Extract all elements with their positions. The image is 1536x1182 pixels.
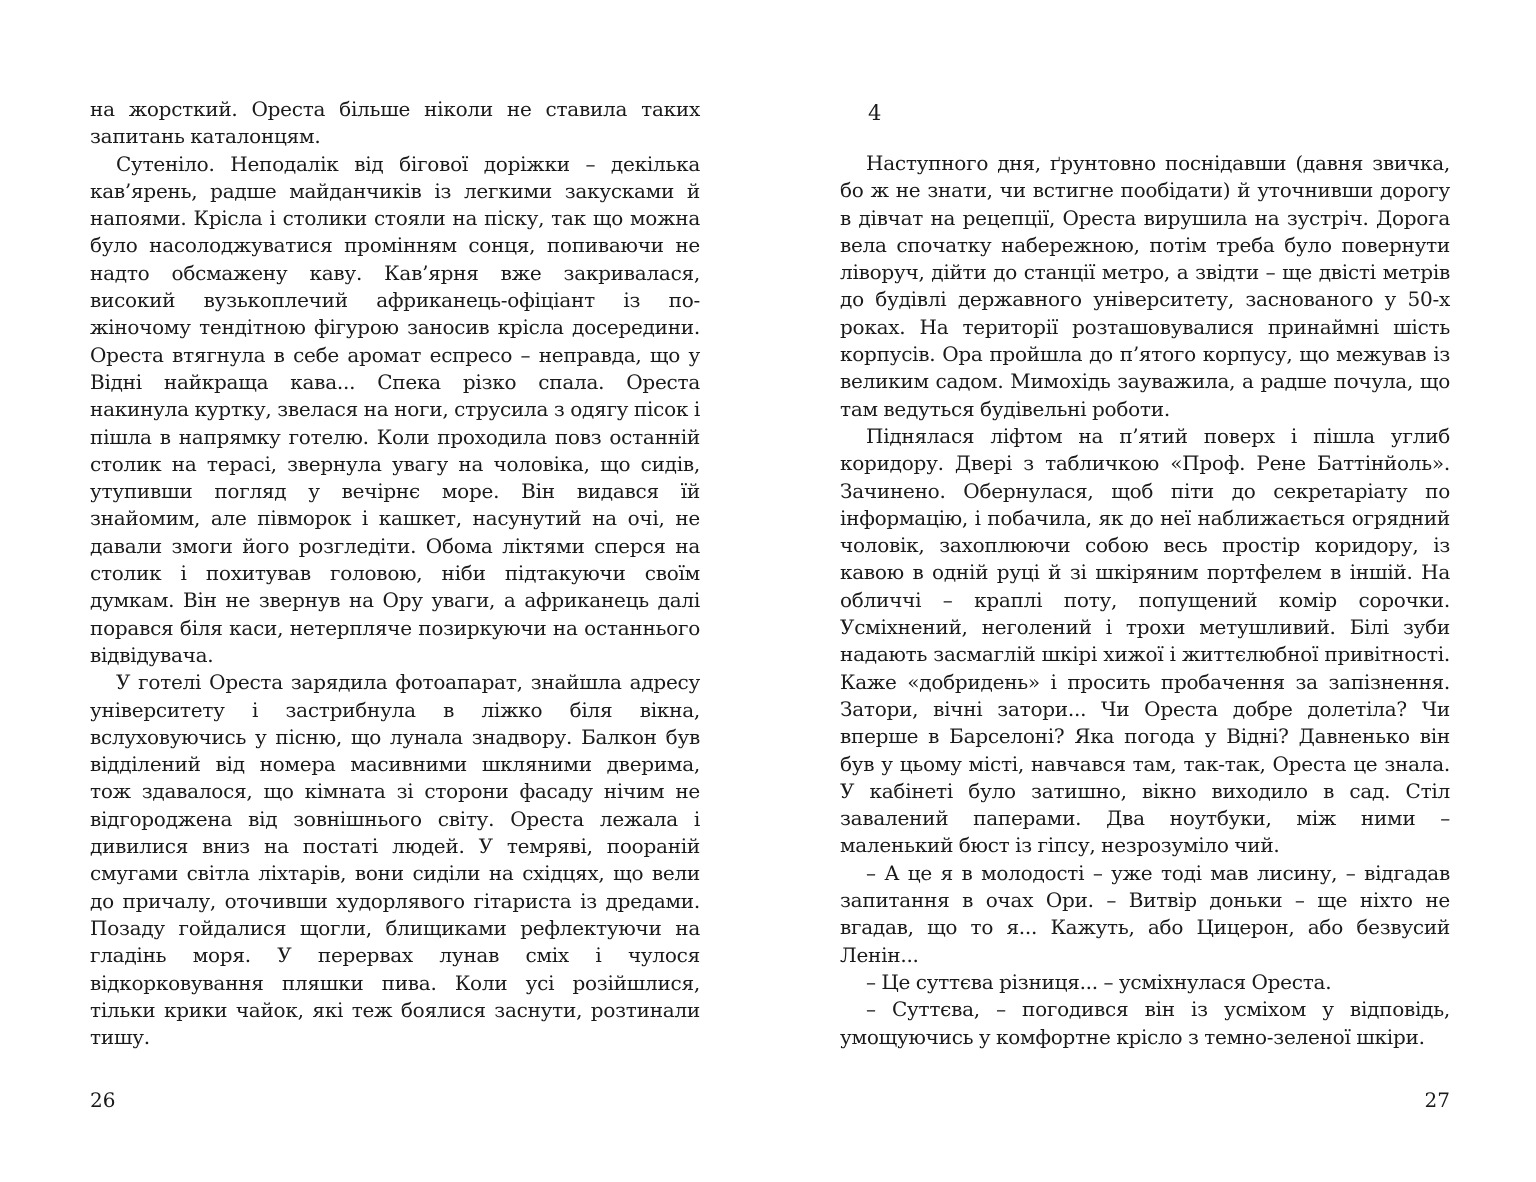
- page-number: 27: [1424, 1088, 1450, 1112]
- page-number: 26: [90, 1088, 116, 1112]
- right-page: [840, 0, 1450, 1182]
- left-page: [90, 0, 700, 1182]
- paragraph: Наступного дня, ґрунтовно поснідавши (давня звичка, бо ж не знати, чи встигне пообідати) й уточнивши дорогу в дівчат на рецепції, Ореста вирушила на зустріч. Дорога вела спочатку набережною, потім треба було повернути ліворуч, дійти до станції метро, а звідти – ще двісті метрів до будівлі державного університету, заснованого у 50-х роках. На території розташовувалися принаймні шість корпусів. Ора пройшла до п’ятого корпусу, що межував із великим садом. Мимохідь зауважила, а радше почула, що там ведуться будівельні роботи.: [840, 151, 1450, 421]
- chapter-number: 4: [868, 101, 882, 125]
- left-page-text: [90, 96, 700, 1051]
- right-page-text: [840, 150, 1450, 1051]
- paragraph: на жорсткий. Ореста більше ніколи не ставила таких запитань каталонцям.: [90, 97, 700, 149]
- dialogue-line: – Це суттєва різниця... – усміхнулася Ореста.: [866, 969, 1332, 994]
- dialogue-line: – А це я в молодості – уже тоді мав лисину, – відгадав запитання в очах Ори. – Витвір доньки – ще ніхто не вгадав, що то я... Кажуть, або Цицерон, або безвусий Ленін...: [840, 860, 1450, 967]
- paragraph: У готелі Ореста зарядила фотоапарат, знайшла адресу університету і застрибнула в ліжко біля вікна, вслуховуючись у пісню, що лунала знадвору. Балкон був відділений від номера масивними шкляними дверима, тож здавалося, що кімната зі сторони фасаду нічим не відгороджена від зовнішнього світу. Ореста лежала і дивилися вниз на постаті людей. У темряві, поораній смугами світла ліхтарів, вони сиділи на східцях, що вели до причалу, оточивши худорлявого гітариста із дредами. Позаду гойдалися щогли, блищиками рефлектуючи на гладінь моря. У перервах лунав сміх і чулося відкорковування пляшки пива. Коли усі розійшлися, тільки крики чайок, які теж боялися заснути, розтинали тишу.: [90, 670, 700, 1050]
- paragraph: Піднялася ліфтом на п’ятий поверх і пішла углиб коридору. Двері з табличкою «Проф. Рене Баттінйоль». Зачинено. Обернулася, щоб піти до секретаріату по інформацію, і побачила, як до неї наближається огрядний чоловік, захоплюючи собою весь простір коридору, із кавою в одній руці й зі шкіряним портфелем в іншій. На обличчі – краплі поту, попущений комір сорочки. Усміхнений, неголений і трохи метушливий. Білі зуби надають засмаглій шкірі хижої і життєлюбної привітності. Каже «добридень» і просить пробачення за запізнення. Затори, вічні затори... Чи Ореста добре долетіла? Чи вперше в Барселоні? Яка погода у Відні? Давненько він був у цьому місті, навчався там, так-так, Ореста це знала. У кабінеті було затишно, вікно виходило в сад. Стіл завалений паперами. Два ноутбуки, між ними – маленький бюст із гіпсу, незрозуміло чий.: [840, 423, 1450, 858]
- dialogue-line: – Суттєва, – погодився він із усміхом у відповідь, умощуючись у комфортне крісло з темно-зеленої шкіри.: [840, 997, 1450, 1049]
- paragraph: Сутеніло. Неподалік від бігової доріжки – декілька кав’ярень, радше майданчиків із легкими закусками й напоями. Крісла і столики стояли на піску, так що можна було насолоджуватися промінням сонця, попиваючи не надто обсмажену каву. Кав’ярня вже закривалася, високий вузькоплечий африканець-офіціант із по-жіночому тендітною фігурою заносив крісла досередини. Ореста втягнула в себе аромат еспресо – неправда, що у Відні найкраща кава... Спека різко спала. Ореста накинула куртку, звелася на ноги, струсила з одягу пісок і пішла в напрямку готелю. Коли проходила повз останній столик на терасі, звернула увагу на чоловіка, що сидів, утупивши погляд у вечірнє море. Він видався їй знайомим, але півморок і кашкет, насунутий на очі, не давали змоги його розгледіти. Обома ліктями сперся на столик і похитував головою, ніби підтакуючи своїм думкам. Він не звернув на Ору уваги, а африканець далі порався біля каси, нетерпляче позиркуючи на останнього відвідувача.: [90, 151, 700, 667]
